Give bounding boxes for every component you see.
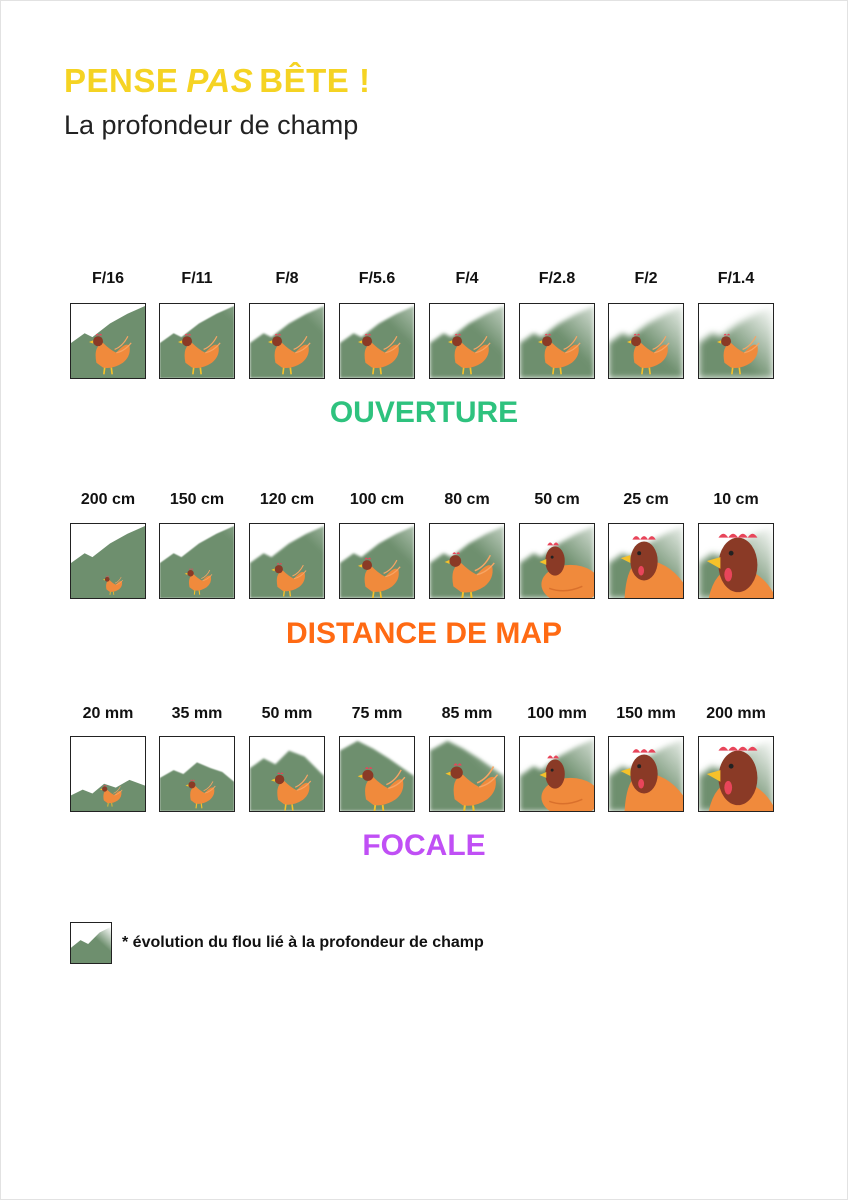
hen-mountain-icon [429, 303, 505, 379]
ouverture-label-1: F/16 [91, 270, 124, 287]
distance-label-8: 10 cm [713, 491, 759, 508]
ouverture-label-4: F/5.6 [358, 270, 396, 287]
hen-mountain-icon [608, 523, 684, 599]
hen-mountain-icon [249, 303, 325, 379]
hen-mountain-icon [608, 736, 684, 812]
ouverture-label-3: F/8 [275, 270, 299, 287]
distance-label-4: 100 cm [349, 491, 405, 508]
page-subtitle: La profondeur de champ [64, 110, 359, 140]
ouverture-label-8: F/1.4 [717, 270, 755, 287]
focale-label-7: 150 mm [616, 705, 676, 722]
hen-mountain-icon [698, 736, 774, 812]
distance-label-3: 120 cm [259, 491, 315, 508]
hen-mountain-icon [70, 736, 146, 812]
focale-label-4: 75 mm [351, 705, 403, 722]
hen-mountain-icon [429, 736, 505, 812]
hen-mountain-icon [519, 303, 595, 379]
distance-title: DISTANCE DE MAP [285, 617, 563, 650]
distance-label-2: 150 cm [169, 491, 225, 508]
ouverture-title: OUVERTURE [329, 396, 519, 429]
focale-label-3: 50 mm [261, 705, 313, 722]
hen-mountain-icon [698, 303, 774, 379]
ouverture-label-2: F/11 [181, 270, 213, 287]
ouverture-label-6: F/2.8 [538, 270, 576, 287]
distance-label-6: 50 cm [534, 491, 580, 508]
distance-label-1: 200 cm [80, 491, 136, 508]
hen-mountain-icon [249, 523, 325, 599]
hen-mountain-icon [70, 303, 146, 379]
page-title: PENSE PAS BÊTE ! [64, 62, 371, 99]
hen-mountain-icon [70, 523, 146, 599]
focale-label-1: 20 mm [82, 705, 134, 722]
ouverture-label-5: F/4 [455, 270, 479, 287]
hen-mountain-icon [608, 303, 684, 379]
focale-label-6: 100 mm [527, 705, 587, 722]
distance-label-5: 80 cm [444, 491, 490, 508]
hen-mountain-icon [159, 736, 235, 812]
hen-mountain-icon [429, 523, 505, 599]
hen-mountain-icon [339, 523, 415, 599]
focale-label-2: 35 mm [171, 705, 223, 722]
blurred-mountain-icon [70, 922, 112, 964]
hen-mountain-icon [249, 736, 325, 812]
focale-title: FOCALE [362, 829, 486, 862]
hen-mountain-icon [698, 523, 774, 599]
hen-mountain-icon [339, 736, 415, 812]
hen-mountain-icon [519, 523, 595, 599]
distance-label-7: 25 cm [623, 491, 669, 508]
ouverture-label-7: F/2 [634, 270, 658, 287]
legend-text: * évolution du flou lié à la profondeur de champ [122, 934, 484, 951]
hen-mountain-icon [519, 736, 595, 812]
hen-mountain-icon [159, 523, 235, 599]
focale-label-5: 85 mm [441, 705, 493, 722]
focale-label-8: 200 mm [706, 705, 766, 722]
hen-mountain-icon [159, 303, 235, 379]
hen-mountain-icon [339, 303, 415, 379]
